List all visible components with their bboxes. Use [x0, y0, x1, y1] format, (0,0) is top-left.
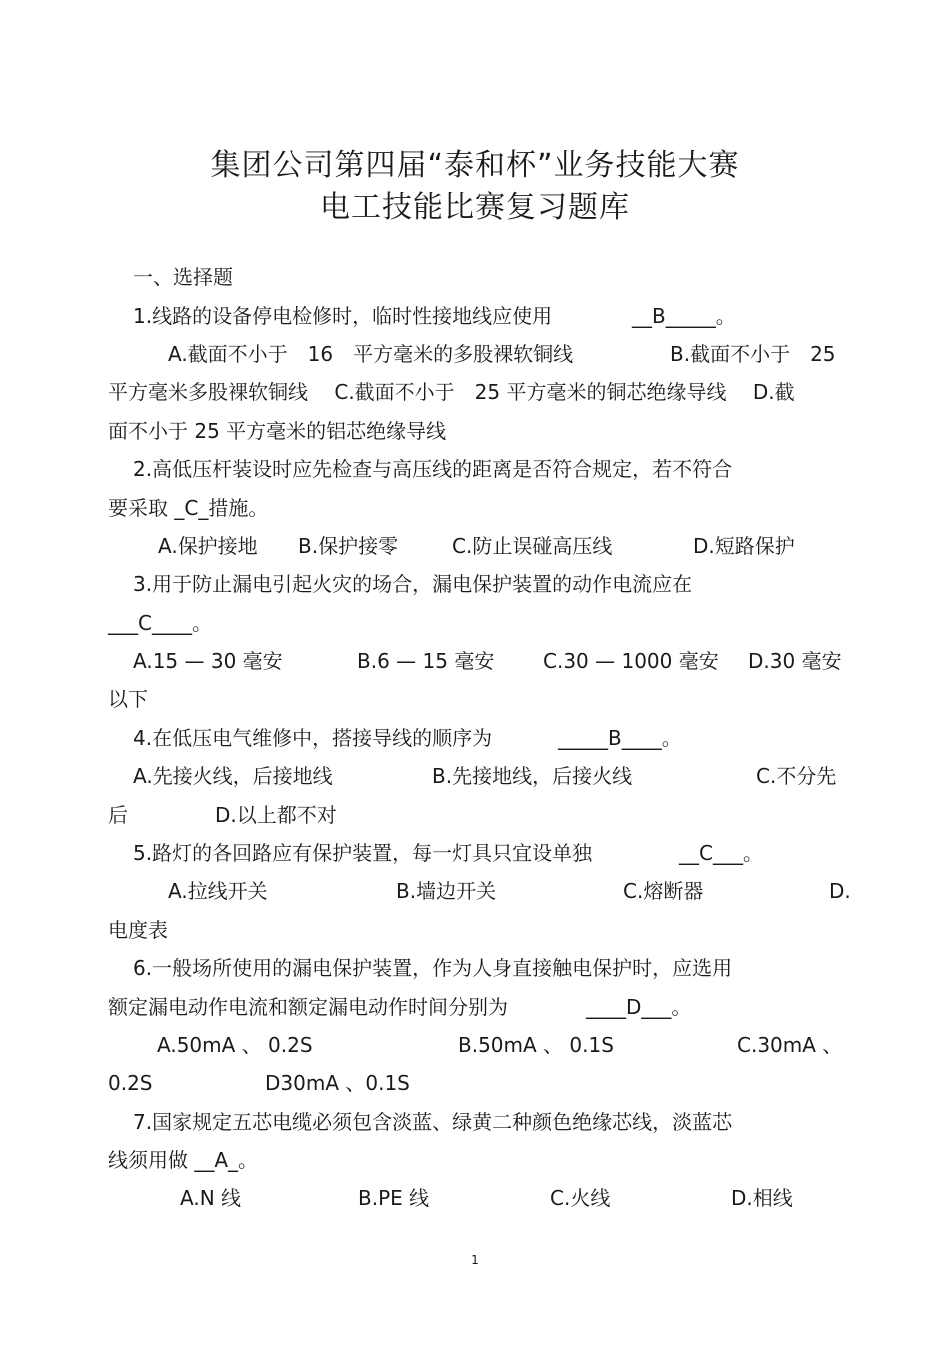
q5-option-d-cont: 电度表 — [108, 918, 168, 942]
q1-options-cont2: 面不小于 25 平方毫米的铝芯绝缘导线 — [108, 419, 447, 443]
q7-stem: 7.国家规定五芯电缆必须包含淡蓝、绿黄二种颜色绝缘芯线，淡蓝芯 — [133, 1110, 733, 1134]
q6-option-a: A.50mA 、 0.2S — [157, 1033, 313, 1057]
q6-answer: ____D___。 — [586, 995, 692, 1019]
q5-option-d: D. — [829, 879, 851, 903]
q4-option-c: C.不分先 — [756, 764, 837, 788]
q7-option-a: A.N 线 — [180, 1186, 242, 1210]
q6-option-b: B.50mA 、 0.1S — [458, 1033, 614, 1057]
q2-option-d: D.短路保护 — [693, 534, 795, 558]
page-number: 1 — [471, 1253, 479, 1267]
q3-option-b: B.6 — 15 毫安 — [357, 649, 495, 673]
q2-option-a: A.保护接地 — [158, 534, 258, 558]
q3-answer: ___C____。 — [108, 611, 212, 635]
q4-answer: _____B____。 — [558, 726, 682, 750]
q1-options-cont: 平方毫米多股裸软铜线 C.截面不小于 25 平方毫米的铜芯绝缘导线 D.截 — [108, 380, 795, 404]
q3-option-d: D.30 毫安 — [748, 649, 842, 673]
q6-option-d: D30mA 、0.1S — [265, 1071, 410, 1095]
q3-option-d-cont: 以下 — [108, 687, 148, 711]
q4-option-d: D.以上都不对 — [215, 803, 337, 827]
q5-option-c: C.熔断器 — [623, 879, 704, 903]
q4-option-c-cont: 后 — [108, 803, 128, 827]
q6-option-c: C.30mA 、 — [737, 1033, 843, 1057]
q7-stem-cont: 线须用做 __A_。 — [108, 1148, 259, 1172]
q1-option-a: A.截面不小于 16 平方毫米的多股裸软铜线 — [168, 342, 574, 366]
q3-option-a: A.15 — 30 毫安 — [133, 649, 283, 673]
q6-option-c-cont: 0.2S — [108, 1071, 153, 1095]
q1-stem: 1.线路的设备停电检修时，临时性接地线应使用 — [133, 304, 553, 328]
q1-answer: __B_____。 — [632, 304, 736, 328]
q2-stem: 2.高低压杆装设时应先检查与高压线的距离是否符合规定，若不符合 — [133, 457, 733, 481]
document-title-line2: 电工技能比赛复习题库 — [320, 190, 630, 225]
q6-stem-cont: 额定漏电动作电流和额定漏电动作时间分别为 — [108, 995, 508, 1019]
q7-option-c: C.火线 — [550, 1186, 611, 1210]
q3-stem: 3.用于防止漏电引起火灾的场合，漏电保护装置的动作电流应在 — [133, 572, 693, 596]
q4-option-b: B.先接地线，后接火线 — [432, 764, 633, 788]
q4-option-a: A.先接火线，后接地线 — [133, 764, 333, 788]
q5-option-a: A.拉线开关 — [168, 879, 268, 903]
q7-option-b: B.PE 线 — [358, 1186, 430, 1210]
q7-option-d: D.相线 — [731, 1186, 793, 1210]
q4-stem: 4.在低压电气维修中，搭接导线的顺序为 — [133, 726, 493, 750]
document-title-line1: 集团公司第四届“泰和杯”业务技能大赛 — [210, 148, 740, 183]
q1-option-b: B.截面不小于 25 — [670, 342, 836, 366]
q5-answer: __C___。 — [679, 841, 763, 865]
q6-stem: 6.一般场所使用的漏电保护装置，作为人身直接触电保护时，应选用 — [133, 956, 733, 980]
section-heading: 一、选择题 — [133, 265, 233, 289]
q3-option-c: C.30 — 1000 毫安 — [543, 649, 719, 673]
q2-stem-cont: 要采取 _C_措施。 — [108, 496, 269, 520]
q5-option-b: B.墙边开关 — [396, 879, 497, 903]
q2-option-c: C.防止误碰高压线 — [452, 534, 613, 558]
q2-option-b: B.保护接零 — [298, 534, 399, 558]
q5-stem: 5.路灯的各回路应有保护装置，每一灯具只宜设单独 — [133, 841, 593, 865]
